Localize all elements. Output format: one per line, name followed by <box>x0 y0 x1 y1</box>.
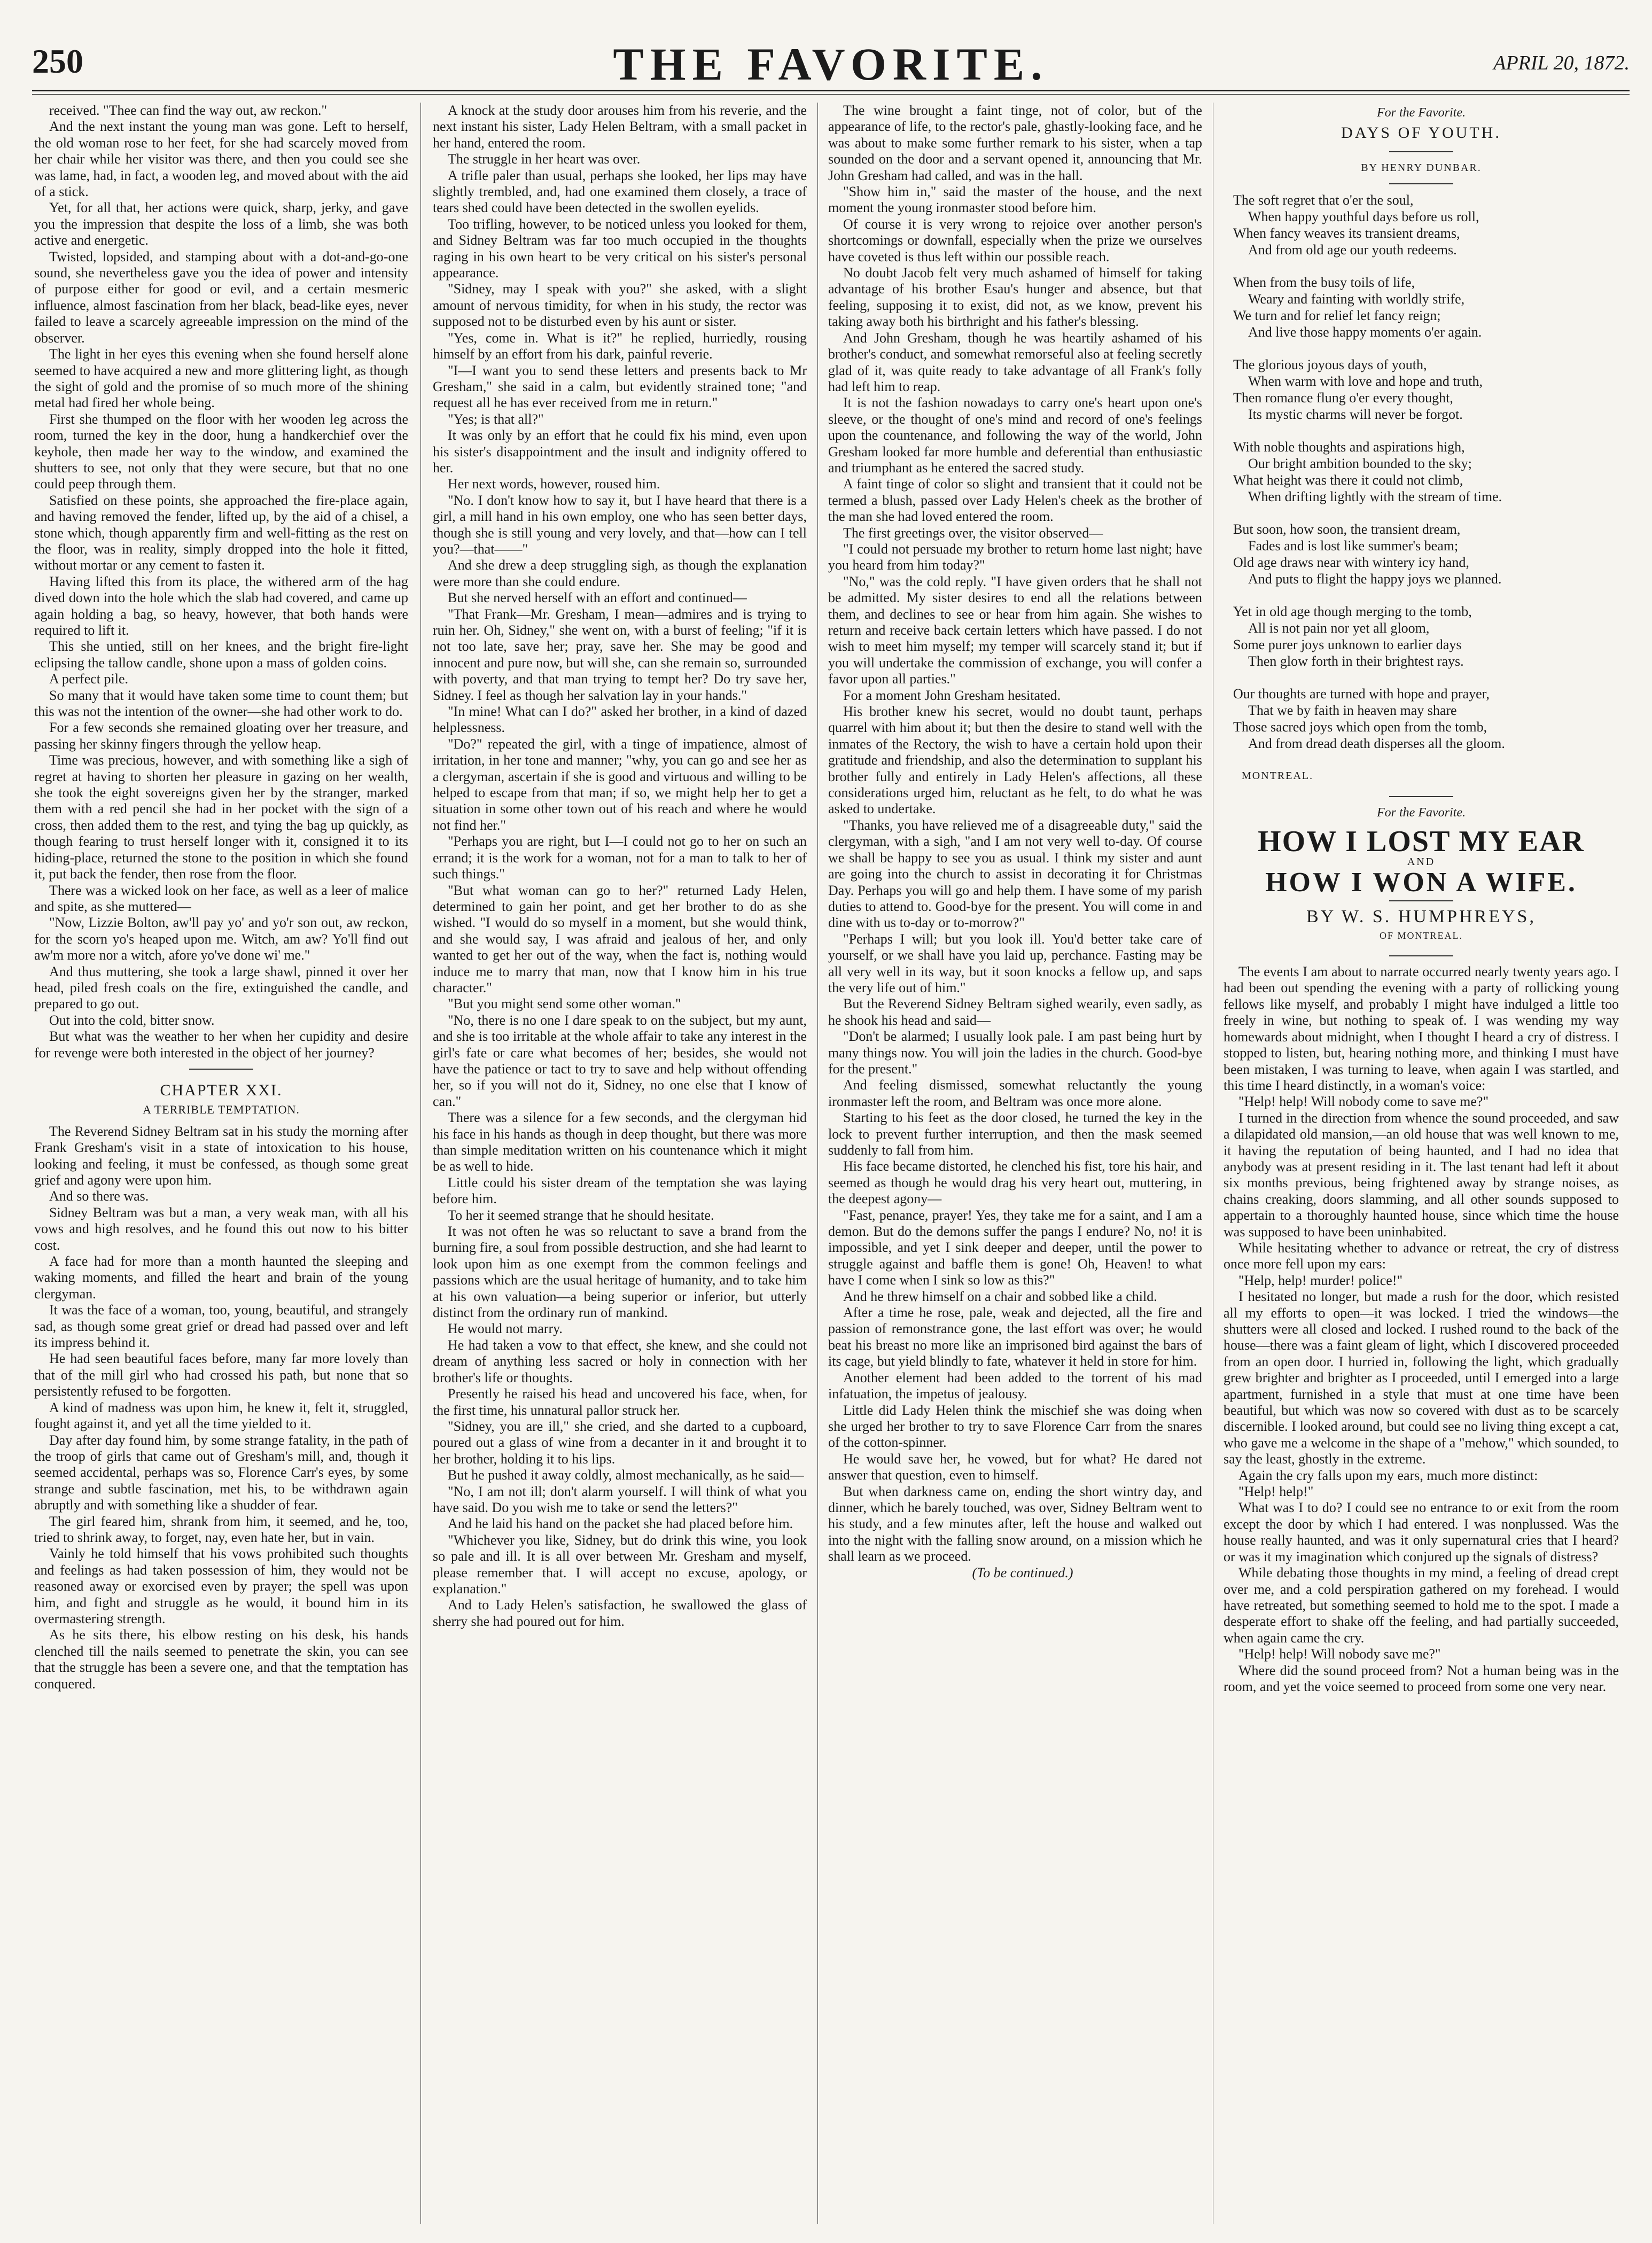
paragraph: "In mine! What can I do?" asked her brother, in a kind of dazed helplessness. <box>433 704 807 736</box>
paragraph: "I—I want you to send these letters and presents back to Mr Gresham," she said in a calm, but evidently strained tone; "and request all he has ever received from me in return." <box>433 362 807 411</box>
paragraph: Of course it is very wrong to rejoice over another person's shortcomings or downfall, especially when the prize we ourselves have coveted is thus left within our possible reach. <box>828 216 1202 264</box>
poem-line: And puts to flight the happy joys we planned. <box>1248 571 1502 587</box>
poem-line: When from the busy toils of life, <box>1233 275 1415 291</box>
poem-line: And from dread death disperses all the gloom. <box>1248 736 1505 752</box>
poem-stanza <box>1233 439 1619 505</box>
poem-line: Then romance flung o'er every thought, <box>1233 390 1453 406</box>
page-number: 250 <box>32 42 83 80</box>
paragraph: And so there was. <box>49 1188 149 1204</box>
paragraph: Her next words, however, roused him. <box>448 476 660 492</box>
paragraph: And he laid his hand on the packet she had placed before him. <box>448 1516 793 1532</box>
paragraph: He had seen beautiful faces before, many far more lovely than that of the mill girl who had crossed his path, but none that so persistently refused to be forgotten. <box>34 1351 408 1399</box>
paragraph: While hesitating whether to advance or retreat, the cry of distress once more fell upon my ears: <box>1224 1240 1619 1272</box>
paragraph: "Perhaps you are right, but I—I could not go to her on such an errand; it is the work for a woman, not for a man to talk to her of such things." <box>433 834 807 882</box>
poem-line: Its mystic charms will never be forgot. <box>1248 407 1463 423</box>
paragraph: Sidney Beltram was but a man, a very weak man, with all his vows and high resolves, and he found this out now to his bitter cost. <box>34 1204 408 1253</box>
paragraph: "Help! help!" <box>1238 1484 1314 1500</box>
paragraph: Again the cry falls upon my ears, much more distinct: <box>1238 1467 1538 1483</box>
poem-line: Some purer joys unknown to earlier days <box>1233 637 1462 653</box>
column-divider <box>420 103 421 2224</box>
paragraph: And feeling dismissed, somewhat reluctantly the young ironmaster left the room, and Beltram was once more alone. <box>828 1077 1202 1109</box>
poem-line: Our thoughts are turned with hope and prayer, <box>1233 686 1490 702</box>
paragraph: The Reverend Sidney Beltram sat in his study the morning after Frank Gresham's visit in a state of intoxication to his house, looking and feeling, it must be confessed, as though some great grief and agony were upon him. <box>34 1123 408 1188</box>
paragraph: Vainly he told himself that his vows prohibited such thoughts and feelings as had taken possession of him, they would not be reasoned away or exorcised even by prayer; the spell was upon him, and fight and struggle as he would, it bound him in its overmastering strength. <box>34 1546 408 1626</box>
poem-line: When fancy weaves its transient dreams, <box>1233 225 1460 242</box>
paragraph: "Perhaps I will; but you look ill. You'd better take care of yourself, or we shall have you laid up, perchance. Fasting may be all very well in its way, but it soon knocks a fellow up, and saps the very life out of him." <box>828 931 1202 995</box>
paragraph: His face became distorted, he clenched his fist, tore his hair, and seemed as though he would drag his very heart out, muttering, in the deepest agony— <box>828 1158 1202 1207</box>
paragraph: "Help, help! murder! police!" <box>1238 1272 1403 1288</box>
paragraph: "No, there is no one I dare speak to on the subject, but my aunt, and she is too irritable at the whole affair to take any interest in the girl's fate or care what becomes of her; besides, she would not have the patience or tact to try to save and help without offending her, so if you will not do it, Sidney, no one else that I know of can." <box>433 1012 807 1109</box>
story-author: BY W. S. HUMPHREYS, <box>1306 907 1536 927</box>
paragraph: A kind of madness was upon him, he knew it, felt it, struggled, fought against it, and yet all the time yielded to it. <box>34 1399 408 1432</box>
paragraph: A knock at the study door arouses him from his reverie, and the next instant his sister, Lady Helen Beltram, with a small packet in her hand, entered the room. <box>433 103 807 151</box>
story-title: HOW I LOST MY EAR <box>1258 825 1585 859</box>
paragraph: "Yes; is that all?" <box>448 411 544 427</box>
section-divider <box>1389 900 1453 901</box>
paragraph: So many that it would have taken some time to count them; but this was not the intention of the owner—she had other work to do. <box>34 687 408 720</box>
paragraph: It was not often he was so reluctant to save a brand from the burning fire, a soul from possible destruction, and she had learnt to look upon him as one exempt from the common feelings and passions which are the usual heritage of humanity, and to take him at his own valuation—a being superior or inferior, but utterly distinct from the ordinary run of mankind. <box>433 1224 807 1321</box>
to-be-continued: (To be continued.) <box>972 1564 1073 1580</box>
poem-line: What height was there it could not climb, <box>1233 472 1463 488</box>
paragraph: Day after day found him, by some strange fatality, in the path of the troop of girls that came out of Gresham's mill, and, though it seemed accidental, perhaps was so, Florence Carr's eyes, by some strange and subtle fascination, met his, to be withdrawn again abruptly and with something like a shudder of fear. <box>34 1432 408 1513</box>
paragraph: received. "Thee can find the way out, aw reckon." <box>49 103 328 118</box>
section-divider <box>189 1069 253 1070</box>
paragraph: Satisfied on these points, she approached the fire-place again, and having removed the fender, lifted up, by the aid of a chisel, a stone which, though apparently firm and well-fitting as the rest on the floor, was in reality, simply dropped into the hole it fitted, without mortar or any cement to fasten it. <box>34 492 408 573</box>
poem-line: Our bright ambition bounded to the sky; <box>1248 456 1472 472</box>
paragraph: "Help! help! Will nobody come to save me?" <box>1238 1094 1489 1110</box>
paragraph: First she thumped on the floor with her wooden leg across the room, turned the key in the door, hung a handkerchief over the keyhole, then made her way to the window, and examined the shutters to see, not only that they were secure, but that no one could peep through them. <box>34 411 408 492</box>
serial-story-text <box>34 103 408 1061</box>
poem-body <box>1224 192 1619 752</box>
story-title-second: HOW I WON A WIFE. <box>1265 867 1577 898</box>
paragraph: "Show him in," said the master of the house, and the next moment the young ironmaster stood before him. <box>828 184 1202 216</box>
paragraph: The light in her eyes this evening when she found herself alone seemed to have acquired a new and more glittering light, as though the sight of gold and the promise of so much more of the shining metal had fired her whole being. <box>34 346 408 411</box>
poem-stanza <box>1233 603 1619 669</box>
paragraph: But what was the weather to her when her cupidity and desire for revenge were both interested in the object of her journey? <box>34 1029 408 1061</box>
poem-line: With noble thoughts and aspirations high, <box>1233 439 1465 455</box>
paragraph: What was I to do? I could see no entrance to or exit from the room except the door by which I had entered. I was nonplussed. Was the house really haunted, and was it only supernatural cries that I heard? or was it my imagination which conjured up the signals of distress? <box>1224 1500 1619 1564</box>
column-divider <box>817 103 818 2224</box>
section-divider <box>1389 183 1453 184</box>
paragraph: Yet, for all that, her actions were quick, sharp, jerky, and gave you the impression that despite the loss of a limb, she was both active and energetic. <box>34 200 408 248</box>
masthead <box>32 0 1630 90</box>
paragraph: Another element had been added to the torrent of his mad infatuation, the impetus of jealousy. <box>828 1369 1202 1402</box>
paragraph: For a few seconds she remained gloating over her treasure, and passing her skinny fingers through the yellow heap. <box>34 720 408 752</box>
masthead-rule-thin <box>32 94 1630 95</box>
paragraph: Presently he raised his head and uncovered his face, when, for the first time, his unnatural pallor struck her. <box>433 1386 807 1418</box>
poem-line: That we by faith in heaven may share <box>1248 703 1457 719</box>
section-divider <box>1389 955 1453 956</box>
section-divider <box>1389 796 1453 797</box>
paragraph: "Yes, come in. What is it?" he replied, hurriedly, rousing himself by an effort from his dark, painful reverie. <box>433 330 807 362</box>
paragraph: He had taken a vow to that effect, she knew, and she could not dream of anything less sacred or holy in connection with her brother's life or thoughts. <box>433 1337 807 1385</box>
paragraph: And he threw himself on a chair and sobbed like a child. <box>843 1288 1157 1304</box>
poem-line: When warm with love and hope and truth, <box>1248 373 1483 390</box>
paragraph: And she drew a deep struggling sigh, as though the explanation were more than she could endure. <box>433 557 807 589</box>
paragraph: His brother knew his secret, would no doubt taunt, perhaps quarrel with him about it; but then the desire to stand well with the inmates of the Rectory, the wish to have a certain hold upon their gratitude and friendship, and also the determination to supplant his brother fully and entirely in Lady Helen's affections, all these considerations urged him, reluctant as he felt, to do what he was asked to undertake. <box>828 704 1202 817</box>
serial-story-text <box>433 103 807 1630</box>
paragraph: It was only by an effort that he could fix his mind, even upon his sister's disappointment and the insult and indignity offered to her. <box>433 427 807 476</box>
paragraph: The struggle in her heart was over. <box>448 151 641 167</box>
paragraph: I hesitated no longer, but made a rush for the door, which resisted all my efforts to open—it was locked. I tried the windows—the shutters were all closed and locked. I rushed round to the back of the house—there was a faint gleam of light, which I discovered proceeded from an open door. I hurried in, following the light, which gradually grew brighter and brighter as I proceeded, until I emerged into a large apartment, furnished in a style that must at one time have been beautiful, but which was now so covered with dust as to be scarcely discernible. I looked around, but could see no living thing except a cat, who gave me a welcome in the shape of a "mehow," which sounded, to say the least, ghostly in the extreme. <box>1224 1289 1619 1467</box>
paragraph: "Fast, penance, prayer! Yes, they take me for a saint, and I am a demon. But do the demons suffer the pangs I endure? No, no! it is impossible, and yet I sink deeper and deeper, until the power to struggle against and baffle them is gone! Oh, Heaven! to what have I come when I sink so low as this?" <box>828 1207 1202 1288</box>
paragraph: The wine brought a faint tinge, not of color, but of the appearance of life, to the rector's pale, ghastly-looking face, and he was about to make some further remark to his sister, when a tap sounded on the door and a servant opened it, announcing that Mr. John Gresham had called, and was in the hall. <box>828 103 1202 183</box>
paragraph: Where did the sound proceed from? Not a human being was in the room, and yet the voice seemed to proceed from some one very near. <box>1224 1662 1619 1694</box>
poem-title: DAYS OF YOUTH. <box>1341 124 1501 142</box>
paragraph: "Sidney, may I speak with you?" she asked, with a slight amount of nervous timidity, for when in his study, the rector was supposed not to be disturbed even by his aunt or sister. <box>433 281 807 330</box>
paragraph: Twisted, lopsided, and stamping about with a dot-and-go-one sound, she nevertheless gave you the idea of power and intensity of purpose either for good or evil, and a certain mesmeric influence, almost fascination from her black, bead-like eyes, never failed to leave a scarcely agreeable impression on the mind of the observer. <box>34 248 408 346</box>
paragraph: A perfect pile. <box>49 671 128 687</box>
paragraph: No doubt Jacob felt very much ashamed of himself for taking advantage of his brother Esau's hunger and absence, but that feeling, supposing it to exist, did not, as we know, prevent his taking away both his birthright and his father's blessing. <box>828 265 1202 330</box>
paragraph: But he pushed it away coldly, almost mechanically, as he said— <box>448 1467 804 1483</box>
paragraph: And to Lady Helen's satisfaction, he swallowed the glass of sherry she had poured out for him. <box>433 1597 807 1629</box>
section-divider <box>1389 151 1453 152</box>
paragraph: "Now, Lizzie Bolton, aw'll pay yo' and yo'r son out, aw reckon, for the scorn yo's heaped upon me. Witch, am aw? Yo'll find out aw'm more nor a witch, afore yo've done wi' me." <box>34 915 408 963</box>
serial-story-text <box>828 103 1202 1565</box>
chapter-text <box>34 1124 408 1692</box>
paragraph: "No, I am not ill; don't alarm yourself. I will think of what you have said. Do you wish me to take or send the letters?" <box>433 1483 807 1515</box>
poem-line: Then glow forth in their brightest rays. <box>1248 653 1464 669</box>
paragraph: "I could not persuade my brother to return home last night; have you heard from him today?" <box>828 541 1202 573</box>
paragraph: Little did Lady Helen think the mischief she was doing when she urged her brother to try to save Florence Carr from the snares of the cotton-spinner. <box>828 1402 1202 1451</box>
paragraph: He would not marry. <box>448 1321 563 1337</box>
paragraph: It is not the fashion nowadays to carry one's heart upon one's sleeve, or the thought of one's mind and record of one's feelings upon the countenance, and following the way of the world, John Gresham looked far more humble and deferential than enthusiastic and triumphant as he entered the sacred study. <box>828 395 1202 476</box>
paragraph: "Don't be alarmed; I usually look pale. I am past being hurt by many things now. You will join the ladies in the church. Good-bye for the present." <box>828 1029 1202 1077</box>
paragraph: "No," was the cold reply. "I have given orders that he shall not be admitted. My sister desires to end all the relations between them, and declines to see or hear from him again. She wishes to return and receive back certain letters which have passed. I do not wish to meet him myself; my temper will scarcely stand it; but if you will undertake the commission of exchange, you will confer a favor upon all parties." <box>828 573 1202 687</box>
column-2 <box>433 103 807 2224</box>
poem-stanza <box>1233 356 1619 423</box>
paragraph: Starting to his feet as the door closed, he turned the key in the lock to prevent further interruption, and then the mask seemed suddenly to fall from him. <box>828 1110 1202 1158</box>
paragraph: As he sits there, his elbow resting on his desk, his hands clenched till the nails seemed to penetrate the skin, you can see that the struggle has been a severe one, and that the temptation has conquered. <box>34 1627 408 1692</box>
story-text <box>1224 964 1619 1695</box>
paragraph: There was a silence for a few seconds, and the clergyman hid his face in his hands as though in deep thought, but there was more than simple meditation written on his countenance which it might be as well to hide. <box>433 1110 807 1174</box>
poem-line: Fades and is lost like summer's beam; <box>1248 538 1459 554</box>
poem-line: The soft regret that o'er the soul, <box>1233 192 1414 208</box>
paragraph: But when darkness came on, ending the short wintry day, and dinner, which he barely touched, was over, Sidney Beltram went to his study, and a few minutes after, left the house and walked out into the night with the falling snow around, on a mission which he shall learn as we proceed. <box>828 1483 1202 1564</box>
paragraph: Too trifling, however, to be noticed unless you looked for them, and Sidney Beltram was far too much occupied in the thoughts raging in his own heart to be very critical on his sister's personal appearance. <box>433 216 807 281</box>
poem-line: And from old age our youth redeems. <box>1248 242 1457 258</box>
paragraph: "That Frank—Mr. Gresham, I mean—admires and is trying to ruin her. Oh, Sidney," she went on, with a burst of feeling; "if it is not too late, save her; pray, save her. She may be good and innocent and pure now, but will she, can she remain so, surrounded with poverty, and that man trying to tempt her? Do try save her, Sidney. I feel as though her salvation lay in your hands." <box>433 606 807 703</box>
poem-line: Yet in old age though merging to the tomb, <box>1233 604 1472 620</box>
paragraph: But she nerved herself with an effort and continued— <box>448 590 747 606</box>
paragraph: The first greetings over, the visitor observed— <box>843 525 1103 541</box>
poem-line: Weary and fainting with worldly strife, <box>1248 291 1465 307</box>
paragraph: The girl feared him, shrank from him, it seemed, and he, too, tried to shrink away, to forget, nay, even hate her, but in vain. <box>34 1513 408 1545</box>
paragraph: There was a wicked look on her face, as well as a leer of malice and spite, as she muttered— <box>34 882 408 914</box>
poem-line: When happy youthful days before us roll, <box>1248 209 1479 225</box>
story-credit: For the Favorite. <box>1377 805 1466 820</box>
paragraph: I turned in the direction from whence the sound proceeded, and saw a dilapidated old mansion,—an old house that was well known to me, it having the reputation of being haunted, and I had no idea that anybody was at present residing in it. The last tenant had left it about six months previous, being frightened away by strange noises, as chains creaking, doors slamming, and all other sounds supposed to appertain to a thoroughly haunted house, since which time the house was supposed to have been uninhabited. <box>1224 1110 1619 1240</box>
column-1 <box>34 103 408 2224</box>
poem-line: When drifting lightly with the stream of time. <box>1248 489 1502 505</box>
issue-date: APRIL 20, 1872. <box>1493 52 1630 74</box>
paragraph: To her it seemed strange that he should hesitate. <box>448 1207 714 1223</box>
paragraph: And the next instant the young man was gone. Left to herself, the old woman rose to her feet, for she had scarcely moved from her chair while her visitor was there, and then you could see she was lame, had, in fact, a wooden leg, and moved about with the aid of a stick. <box>34 119 408 200</box>
paragraph: And thus muttering, she took a large shawl, pinned it over her head, piled fresh coals on the fire, extinguished the candle, and prepared to go out. <box>34 963 408 1012</box>
paragraph: He would save her, he vowed, but for what? He dared not answer that question, even to himself. <box>828 1451 1202 1483</box>
poem-line: Those sacred joys which open from the tomb, <box>1233 719 1487 735</box>
story-author-location: OF MONTREAL. <box>1379 930 1463 941</box>
paragraph: "Help! help! Will nobody save me?" <box>1238 1646 1441 1662</box>
paragraph: For a moment John Gresham hesitated. <box>843 687 1061 703</box>
poem-line: And live those happy moments o'er again. <box>1248 324 1482 340</box>
poem-stanza <box>1233 521 1619 587</box>
poem-stanza <box>1233 686 1619 752</box>
column-4 <box>1224 103 1619 2224</box>
paragraph: Time was precious, however, and with something like a sigh of regret at having to shorten her pleasure in gazing on her wealth, she took the eight sovereigns given her by the stranger, marked them with a red pencil she had in her pocket with the sign of a cross, then added them to the rest, and tying the bag up quickly, as though fearing to trust herself longer with it, consigned it to its hiding-place, returned the stone to the position in which she found it, put back the fender, then rose from the floor. <box>34 752 408 882</box>
poem-line: All is not pain nor yet all gloom, <box>1248 620 1430 636</box>
paragraph: "But you might send some other woman." <box>448 996 681 1012</box>
poem-credit: For the Favorite. <box>1377 106 1466 120</box>
paragraph: A faint tinge of color so slight and transient that it could not be termed a blush, passed over Lady Helen's cheek as the brother of the man she had loved entered the room. <box>828 476 1202 525</box>
paper-title: THE FAVORITE. <box>613 38 1049 90</box>
paragraph: After a time he rose, pale, weak and dejected, all the fire and passion of remonstrance gone, the last effort was over; he would beat his breast no more like an imprisoned bird against the bars of its cage, but yield blindly to fate, whatever it held in store for him. <box>828 1305 1202 1369</box>
column-3 <box>828 103 1202 2224</box>
paragraph: Little could his sister dream of the temptation she was laying before him. <box>433 1174 807 1207</box>
paragraph: But the Reverend Sidney Beltram sighed wearily, even sadly, as he shook his head and said— <box>828 996 1202 1028</box>
story-title-and: AND <box>1407 856 1436 868</box>
poem-stanza <box>1233 274 1619 340</box>
paragraph: The events I am about to narrate occurred nearly twenty years ago. I had been out spending the evening with a party of rollicking young fellows like myself, and probably I might have indulged a little too freely in wine, but nothing to speak of. I was wending my way homewards about midnight, when I thought I heard a cry of distress. I stopped to listen, but, hearing nothing more, and thinking I must have been mistaken, I was turning to leave, when again I was startled, and this time I heard distinctly, in a woman's voice: <box>1224 964 1619 1093</box>
masthead-rule <box>32 90 1630 91</box>
paragraph: "No. I don't know how to say it, but I have heard that there is a girl, a mill hand in his own employ, one who has seen better days, though she is still young and very lovely, and that—how can I tell you?—that——" <box>433 492 807 557</box>
paragraph: "Whichever you like, Sidney, but do drink this wine, you look so pale and ill. It is all over between Mr. Gresham and myself, please remember that. I will accept no excuse, apology, or explanation." <box>433 1532 807 1596</box>
poem-line: We turn and for relief let fancy reign; <box>1233 308 1441 324</box>
poem-stanza <box>1233 192 1619 258</box>
poem-author: BY HENRY DUNBAR. <box>1361 161 1482 174</box>
poem-line: The glorious joyous days of youth, <box>1233 357 1427 373</box>
paragraph: "But what woman can go to her?" returned Lady Helen, determined to gain her point, and get her brother to do as she wished. "I would do so myself in a moment, but she would think, and she would say, I was afraid and jealous of her, and only wanted to get her out of the way, when the fact is, nothing would induce me to marry that man, now that I know him in his true character." <box>433 882 807 995</box>
paragraph: "Thanks, you have relieved me of a disagreeable duty," said the clergyman, with a sigh, "and I am not very well to-day. Of course we shall be happy to see you as usual. I think my sister and aunt are going into the church to assist in decorating it for Christmas Day. Perhaps you will go and help them. I have some of my parish duties to attend to. Good-bye for the present. You will come in and dine with us to-day or to-morrow?" <box>828 817 1202 931</box>
chapter-heading: CHAPTER XXI. <box>160 1081 283 1099</box>
paragraph: Out into the cold, bitter snow. <box>49 1012 215 1028</box>
paragraph: "Do?" repeated the girl, with a tinge of impatience, almost of irritation, in her tone and manner; "why, you can go and see her as a clergyman, ascertain if she is good and virtuous and willing to be helped to escape from that man; if so, we might help her to get a situation in some other town out of his reach and where he would not find her." <box>433 736 807 833</box>
paragraph: And John Gresham, though he was heartily ashamed of his brother's conduct, and somewhat remorseful also at feeling secretly glad of it, was quite ready to take advantage of all Frank's folly had left him to reap. <box>828 330 1202 394</box>
poem-line: But soon, how soon, the transient dream, <box>1233 521 1461 538</box>
paragraph: While debating those thoughts in my mind, a feeling of dread crept over me, and a cold perspiration gathered on my forehead. I would have retreated, but something seemed to hold me to the spot. I made a desperate effort to shake off the feeling, and had partially succeeded, when again came the cry. <box>1224 1565 1619 1646</box>
paragraph: This she untied, still on her knees, and the bright fire-light eclipsing the tallow candle, shone upon a mass of golden coins. <box>34 638 408 671</box>
paragraph: It was the face of a woman, too, young, beautiful, and strangely sad, as though some great grief or dread had passed over and left its impress behind it. <box>34 1302 408 1351</box>
poem-line: Old age draws near with wintery icy hand, <box>1233 555 1469 571</box>
chapter-subtitle: A TERRIBLE TEMPTATION. <box>143 1103 300 1117</box>
poem-signature: MONTREAL. <box>1242 770 1314 782</box>
paragraph: A face had for more than a month haunted the sleeping and waking moments, and filled the heart and brain of the young clergyman. <box>34 1253 408 1302</box>
paragraph: Having lifted this from its place, the withered arm of the hag dived down into the hole which the slab had covered, and came up again holding a bag, so heavy, however, that both hands were required to lift it. <box>34 573 408 638</box>
paragraph: A trifle paler than usual, perhaps she looked, her lips may have slightly trembled, and, had one examined them closely, a trace of tears shed could have been detected in the swollen eyelids. <box>433 167 807 216</box>
paragraph: "Sidney, you are ill," she cried, and she darted to a cupboard, poured out a glass of wine from a decanter in it and brought it to her brother, holding it to his lips. <box>433 1418 807 1467</box>
